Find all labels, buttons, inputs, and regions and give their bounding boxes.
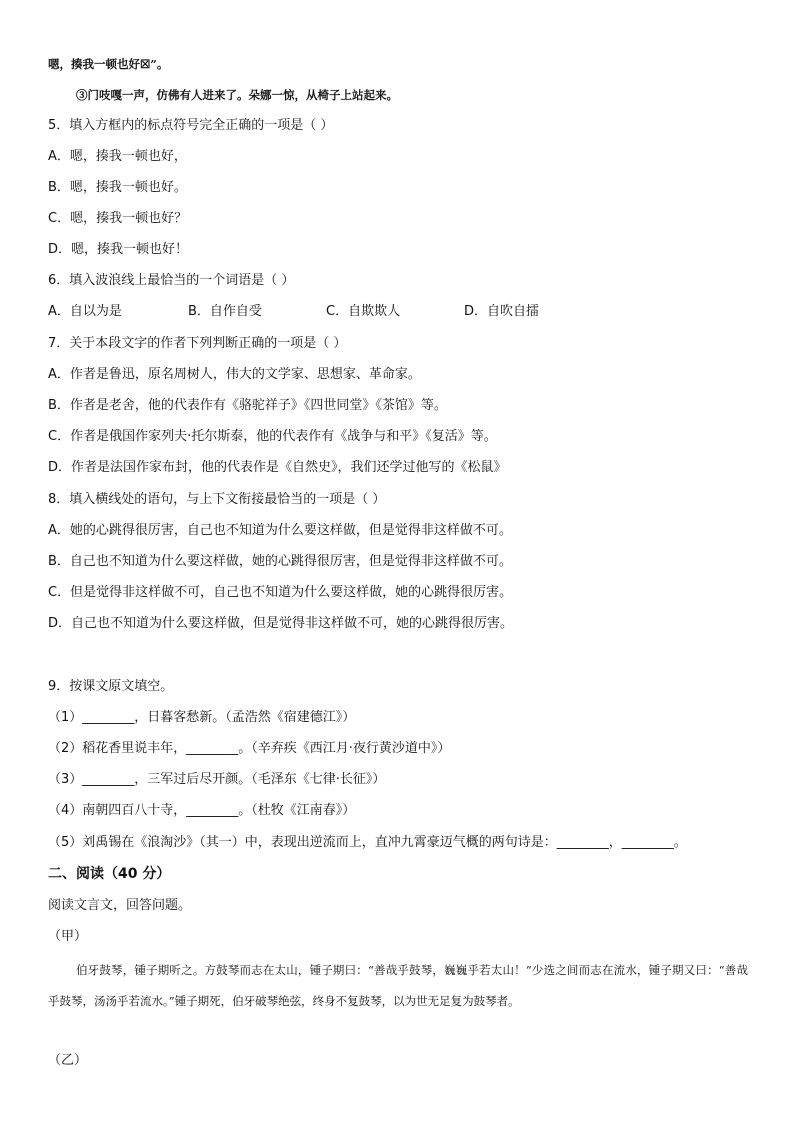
q8-option-b: B．自己也不知道为什么要这样做，她的心跳得很厉害，但是觉得非这样做不可。 — [48, 554, 512, 569]
q7-option-b: B．作者是老舍，他的代表作有《骆驼祥子》《四世同堂》《茶馆》等。 — [48, 398, 447, 413]
q5-option-b: B．嗯，揍我一顿也好。 — [48, 180, 187, 195]
q5-option-d: D．嗯，揍我一顿也好！ — [48, 242, 189, 257]
q8-stem: 8．填入横线处的语句，与上下文衔接最恰当的一项是（ ） — [48, 492, 386, 507]
q9-item-2: （2）稻花香里说丰年，________。（辛弃疾《西江月·夜行黄沙道中》） — [48, 741, 451, 756]
q7-option-d: D．作者是法国作家布封，他的代表作是《自然史》，我们还学过他写的《松鼠》 — [48, 460, 507, 475]
section-heading: 二、阅读（40 分） — [48, 866, 171, 882]
q6-option-b: B．自作自受 — [188, 304, 262, 319]
q6-options — [48, 302, 539, 322]
q9-item-4: （4）南朝四百八十寺，________。（杜牧《江南春》） — [48, 803, 356, 818]
q6-option-c: C．自欺欺人 — [326, 304, 401, 319]
q5-stem: 5．填入方框内的标点符号完全正确的一项是（ ） — [48, 118, 334, 133]
q9-item-1: （1）________，日暮客愁新。（孟浩然《宿建德江》） — [48, 710, 356, 725]
passage-line-2: ③门吱嘎一声，仿佛有人进来了。朵娜一惊，从椅子上站起来。 — [76, 88, 398, 102]
q6-option-a: A．自以为是 — [48, 304, 122, 319]
jia-passage: 伯牙鼓琴，锺子期听之。方鼓琴而志在太山，锺子期曰：“善哉乎鼓琴，巍巍乎若太山！”少选之间而志在流水，锺子期又曰：“善哉乎鼓琴，汤汤乎若流水。”锺子期死，伯牙破琴绝弦，终身不复鼓琴，以为世无足复为鼓琴者。 — [48, 963, 748, 1008]
q8-option-d: D．自己也不知道为什么要这样做，但是觉得非这样做不可，她的心跳得很厉害。 — [48, 616, 514, 631]
passage-line-1: 嗯，揍我一顿也好☒”。 — [48, 57, 169, 71]
q7-option-c: C．作者是俄国作家列夫·托尔斯泰，他的代表作有《战争与和平》《复活》等。 — [48, 429, 497, 444]
q5-option-c: C．嗯，揍我一顿也好？ — [48, 211, 188, 226]
q6-stem: 6．填入波浪线上最恰当的一个词语是（ ） — [48, 273, 295, 288]
q7-stem: 7．关于本段文字的作者下列判断正确的一项是（ ） — [48, 336, 347, 351]
jia-label: （甲） — [48, 929, 88, 944]
q8-option-a: A．她的心跳得很厉害，自己也不知道为什么要这样做，但是觉得非这样做不可。 — [48, 523, 512, 538]
q9-stem: 9．按课文原文填空。 — [48, 679, 174, 694]
q9-item-5: （5）刘禹锡在《浪淘沙》（其一）中，表现出逆流而上，直冲九霄豪迈气概的两句诗是：________，________。 — [48, 835, 687, 850]
yi-label: （乙） — [48, 1053, 88, 1068]
q6-option-d: D．自吹自擂 — [464, 304, 540, 319]
q7-option-a: A．作者是鲁迅，原名周树人，伟大的文学家、思想家、革命家。 — [48, 367, 421, 382]
q8-option-c: C．但是觉得非这样做不可，自己也不知道为什么要这样做，她的心跳得很厉害。 — [48, 585, 513, 600]
q9-item-3: （3）________，三军过后尽开颜。（毛泽东《七律·长征》） — [48, 772, 386, 787]
section-instruction: 阅读文言文，回答问题。 — [48, 898, 192, 913]
q5-option-a: A．嗯，揍我一顿也好， — [48, 149, 187, 164]
